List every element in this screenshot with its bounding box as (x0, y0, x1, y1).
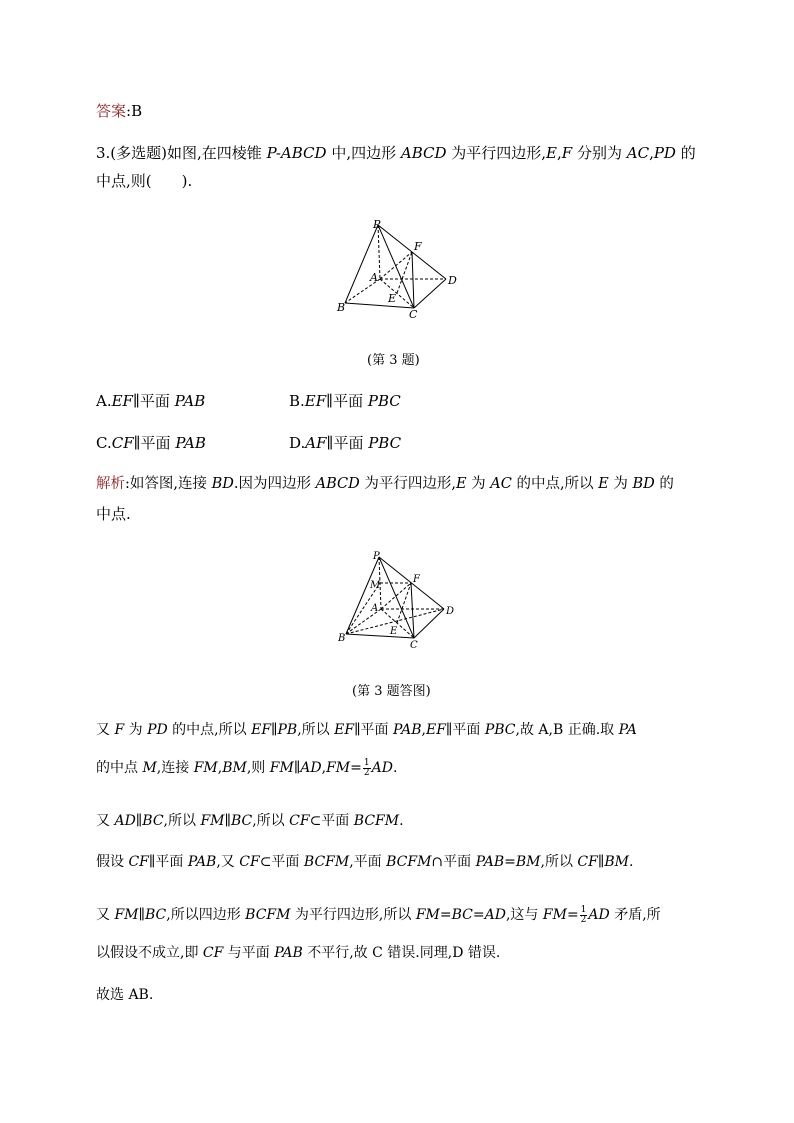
conclusion-line: 故选 AB. (96, 987, 154, 1003)
math-var: FM (326, 760, 351, 776)
solution-line-1 (96, 720, 637, 740)
edge-BC (346, 634, 414, 638)
math-var: E (546, 144, 557, 162)
fraction (580, 906, 588, 925)
label-C: C (409, 308, 418, 321)
solution-text: ,所以 (540, 854, 578, 870)
solution-text: 的中点 (96, 760, 143, 776)
option-letter: C. (96, 434, 112, 452)
solution-text: ,故 A,B 正确.取 (515, 722, 619, 738)
option-text: ∥平面 (326, 434, 369, 452)
solution-text: ,所以 (297, 722, 335, 738)
math-var: PBC (367, 392, 401, 410)
solution-text: ,平面 (349, 854, 387, 870)
solution-text: ,则 (246, 760, 270, 776)
question-text: 分别为 (572, 144, 627, 162)
label-B: B (337, 301, 346, 314)
solution-text: ∥ (138, 907, 145, 923)
math-var: PB (277, 722, 298, 738)
math-var: CF (202, 945, 224, 961)
solution-text: . (399, 813, 404, 829)
solution-text: ,所以四边形 (166, 907, 246, 923)
solution-text: = (439, 907, 452, 923)
math-var: PA (618, 722, 637, 738)
figure1-caption: (第 3 题) (367, 353, 420, 368)
pyramid-figure (335, 215, 465, 320)
analysis-text: 为 (466, 476, 491, 492)
math-var: BM (604, 854, 629, 870)
fraction (363, 759, 371, 778)
math-var: ABCD (315, 476, 360, 492)
solution-text: ,这与 (505, 907, 543, 923)
question-text: 3.(多选题)如图,在四棱锥 (96, 144, 267, 162)
math-var: EF (304, 392, 327, 410)
math-var: BC (144, 907, 167, 923)
math-var: FM (114, 907, 139, 923)
label-E: E (390, 626, 398, 637)
label-P: P (373, 218, 381, 231)
math-var: PAB (174, 392, 206, 410)
edge-PA (378, 225, 380, 279)
label-P: P (373, 551, 380, 562)
option-letter: A. (96, 392, 112, 410)
solution-text: 假设 (96, 854, 129, 870)
math-var: PAB (175, 434, 206, 452)
edge-CD (414, 609, 444, 638)
solution-text: 为平行四边形,所以 (290, 907, 416, 923)
analysis-line-1 (96, 474, 674, 494)
math-var: CF (128, 854, 149, 870)
solution-text: ⊂平面 (309, 813, 354, 829)
label-A: A (370, 271, 378, 284)
option-letter: B. (289, 392, 305, 410)
math-var: AF (305, 434, 327, 452)
solution-text: 不平行,故 C 错误.同理,D 错误. (302, 945, 501, 961)
solution-text: ∥ (135, 813, 143, 829)
option-a (96, 390, 205, 411)
math-var: ABCD (400, 144, 447, 162)
solution-text: ∥平面 (354, 722, 393, 738)
solution-text: = (504, 854, 516, 870)
math-var: PBC (368, 434, 402, 452)
math-var: BC (230, 813, 253, 829)
analysis-text: 为平行四边形, (359, 476, 456, 492)
math-var: AD (588, 907, 610, 923)
analysis-label: 解析 (96, 476, 125, 492)
math-var: BCFM (353, 813, 400, 829)
math-var: PD (653, 144, 676, 162)
solution-text: ∥ (293, 760, 301, 776)
label-B: B (338, 633, 346, 644)
edge-CD (414, 279, 446, 308)
solution-text: 以假设不成立,即 (96, 945, 203, 961)
fraction-denominator: 2 (580, 914, 587, 925)
figure2-caption: (第 3 题答图) (352, 684, 431, 699)
segment-CF (412, 252, 414, 308)
math-var: AD (371, 760, 393, 776)
solution-text: ∩平面 (431, 854, 476, 870)
solution-line-3 (96, 811, 404, 831)
question-line-1 (96, 143, 696, 163)
math-var: EF (251, 722, 272, 738)
math-var: AD (300, 760, 322, 776)
math-var: CF (111, 434, 134, 452)
segment-CF (411, 583, 414, 638)
question-text: 为平行四边形, (446, 144, 547, 162)
fraction-numerator: 1 (580, 904, 587, 915)
solution-text: . (628, 854, 634, 870)
question-line-2: 中点,则( ). (96, 172, 193, 190)
math-var: EF (334, 722, 355, 738)
segment-AF (380, 252, 412, 279)
answer-value: :B (126, 102, 143, 120)
solution-text: ,所以 (252, 813, 290, 829)
solution-text: ,连接 (156, 760, 194, 776)
solution-text: 为 (124, 722, 148, 738)
answer-figure (335, 546, 465, 651)
fraction-numerator: 1 (363, 757, 370, 768)
solution-text: 矛盾,所 (609, 907, 661, 923)
math-var: FM (415, 907, 440, 923)
math-var: BM (222, 760, 247, 776)
math-var: BCFM (245, 907, 291, 923)
solution-text: ∥ (271, 722, 278, 738)
solution-line-5 (96, 905, 661, 925)
math-var: FM (193, 760, 218, 776)
solution-text: 的中点,所以 (167, 722, 252, 738)
math-var: BCFM (386, 854, 432, 870)
math-var: CF (577, 854, 598, 870)
analysis-text: .因为四边形 (233, 476, 316, 492)
math-var: PD (147, 722, 168, 738)
math-var: BC (142, 813, 164, 829)
math-var: FM (542, 907, 567, 923)
math-var: CF (239, 854, 260, 870)
math-var: PAB (392, 722, 422, 738)
math-var: EF (425, 722, 446, 738)
math-var: AD (484, 907, 506, 923)
label-F: F (414, 240, 422, 253)
solution-text: = (472, 907, 485, 923)
label-D: D (446, 606, 455, 617)
solution-text: = (350, 760, 362, 776)
solution-line-4 (96, 852, 633, 872)
answer-label: 答案 (96, 102, 127, 120)
math-var: PAB (475, 854, 505, 870)
math-var: F (114, 722, 125, 738)
label-E: E (388, 292, 397, 305)
math-var: BD (211, 476, 234, 492)
solution-text: 与平面 (223, 945, 275, 961)
label-M: M (370, 580, 381, 591)
option-c (96, 432, 206, 453)
option-text: ∥平面 (326, 392, 368, 410)
math-var: EF (111, 392, 133, 410)
label-C: C (410, 640, 418, 651)
question-text: , (649, 144, 654, 162)
option-d (289, 432, 401, 453)
question-text: , (557, 144, 562, 162)
math-var: AC (490, 476, 512, 492)
math-var: PBC (484, 722, 516, 738)
solution-text: = (566, 907, 579, 923)
solution-text: 又 (96, 907, 115, 923)
option-b (289, 390, 401, 411)
math-var: PAB (274, 945, 303, 961)
solution-text: ⊂平面 (259, 854, 304, 870)
question-text: 中,四边形 (326, 144, 401, 162)
analysis-text: 为 (608, 476, 633, 492)
math-var: E (455, 476, 467, 492)
option-letter: D. (289, 434, 306, 452)
analysis-text: 的 (654, 476, 674, 492)
solution-text: ∥平面 (445, 722, 485, 738)
analysis-text: 的中点,所以 (511, 476, 599, 492)
math-var: AD (114, 813, 136, 829)
label-A: A (371, 603, 379, 614)
math-var: BD (632, 476, 655, 492)
solution-text: 又 (96, 813, 115, 829)
solution-line-2 (96, 758, 397, 778)
solution-text: ∥ (224, 813, 231, 829)
option-text: ∥平面 (133, 434, 176, 452)
solution-text: , (217, 760, 223, 776)
math-var: BCFM (303, 854, 350, 870)
solution-text: ∥ (597, 854, 605, 870)
diagonal-AC (380, 279, 414, 308)
analysis-text: :如答图,连接 (125, 476, 212, 492)
solution-text: . (392, 760, 398, 776)
math-var: CF (289, 813, 310, 829)
math-var: E (598, 476, 609, 492)
solution-text: ∥平面 (148, 854, 188, 870)
solution-text: 又 (96, 722, 115, 738)
math-var: PAB (187, 854, 217, 870)
fraction-denominator: 2 (363, 767, 370, 778)
solution-line-6 (96, 943, 500, 963)
solution-text: , (421, 722, 426, 738)
math-var: M (142, 760, 157, 776)
question-text: 的 (675, 144, 696, 162)
math-var: F (561, 144, 573, 162)
label-F: F (413, 574, 420, 585)
label-D: D (448, 274, 457, 287)
solution-text: , (321, 760, 327, 776)
analysis-line-2: 中点. (96, 505, 131, 523)
answer-line (96, 101, 142, 121)
solution-text: ,又 (216, 854, 240, 870)
math-var: FM (200, 813, 225, 829)
option-text: ∥平面 (132, 392, 175, 410)
math-var: BM (515, 854, 541, 870)
edge-BC (345, 303, 414, 308)
math-var: BC (451, 907, 473, 923)
solution-text: ,所以 (163, 813, 201, 829)
math-var: AC (626, 144, 650, 162)
math-var: P-ABCD (266, 144, 327, 162)
math-var: FM (269, 760, 294, 776)
